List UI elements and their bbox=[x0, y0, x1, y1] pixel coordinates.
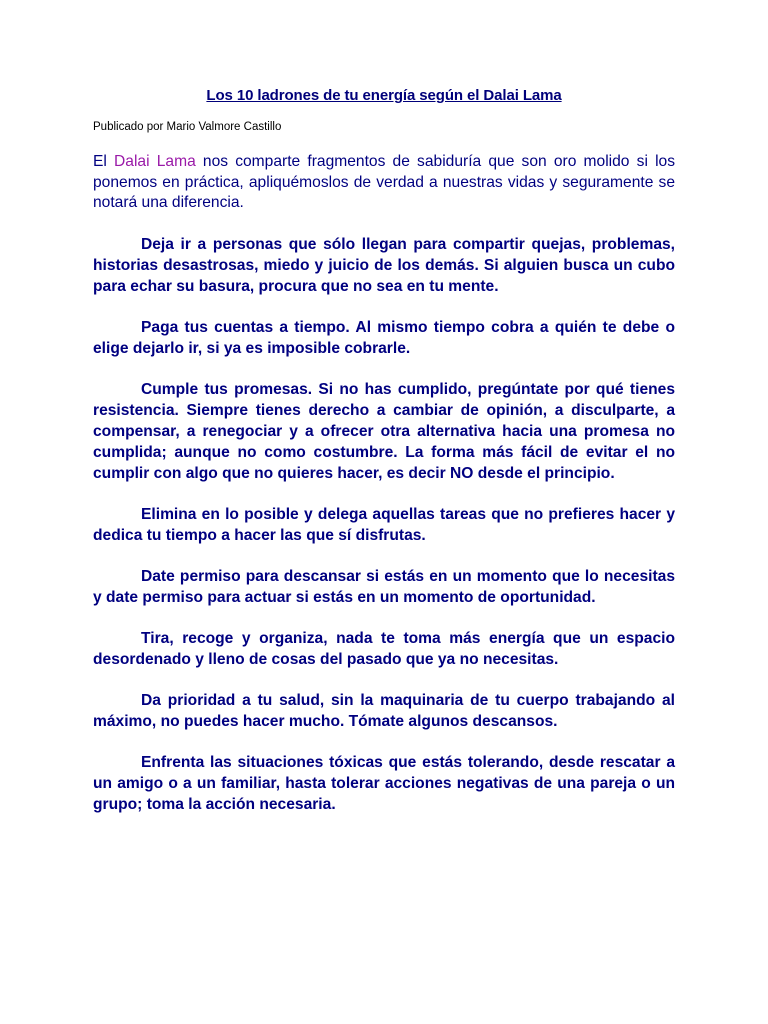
paragraph-8: Enfrenta las situaciones tóxicas que estás tolerando, desde rescatar a un amigo o a un familiar, hasta tolerar acciones negativas de una pareja o un grupo; toma la acción necesaria. bbox=[93, 753, 675, 813]
intro-rest: nos comparte fragmentos de sabiduría que son oro molido si los ponemos en práctica, apliquémoslos de verdad a nuestras vidas y seguramente se notará una diferencia. bbox=[93, 153, 676, 211]
page-title: Los 10 ladrones de tu energía según el Dalai Lama bbox=[206, 87, 562, 104]
paragraph-3: Cumple tus promesas. Si no has cumplido, pregúntate por qué tienes resistencia. Siempre tienes derecho a cambiar de opinión, a disculparte, a compensar, a renegociar y a ofrecer otra alternativa hacia una promesa no cumplida; aunque no como costumbre. La forma más fácil de evitar el no cumplir con algo que no quieres hacer, es decir NO desde el principio. bbox=[93, 380, 675, 482]
intro-lead: El bbox=[93, 153, 115, 170]
dalai-lama-highlight: Dalai Lama bbox=[114, 153, 196, 170]
intro-paragraph bbox=[93, 152, 675, 214]
paragraph-5: Date permiso para descansar si estás en un momento que lo necesitas y date permiso para actuar si estás en un momento de oportunidad. bbox=[93, 567, 675, 606]
paragraph-2: Paga tus cuentas a tiempo. Al mismo tiempo cobra a quién te debe o elige dejarlo ir, si ya es imposible cobrarle. bbox=[93, 318, 675, 357]
paragraph-1: Deja ir a personas que sólo llegan para compartir quejas, problemas, historias desastrosas, miedo y juicio de los demás. Si alguien busca un cubo para echar su basura, procura que no sea en tu mente. bbox=[93, 235, 675, 295]
byline: Publicado por Mario Valmore Castillo bbox=[93, 121, 282, 133]
paragraph-6: Tira, recoge y organiza, nada te toma más energía que un espacio desordenado y lleno de cosas del pasado que ya no necesitas. bbox=[93, 629, 675, 668]
paragraph-7: Da prioridad a tu salud, sin la maquinaria de tu cuerpo trabajando al máximo, no puedes hacer mucho. Tómate algunos descansos. bbox=[93, 691, 675, 730]
paragraph-4: Elimina en lo posible y delega aquellas tareas que no prefieres hacer y dedica tu tiempo a hacer las que sí disfrutas. bbox=[93, 505, 675, 544]
document-page bbox=[93, 0, 675, 815]
